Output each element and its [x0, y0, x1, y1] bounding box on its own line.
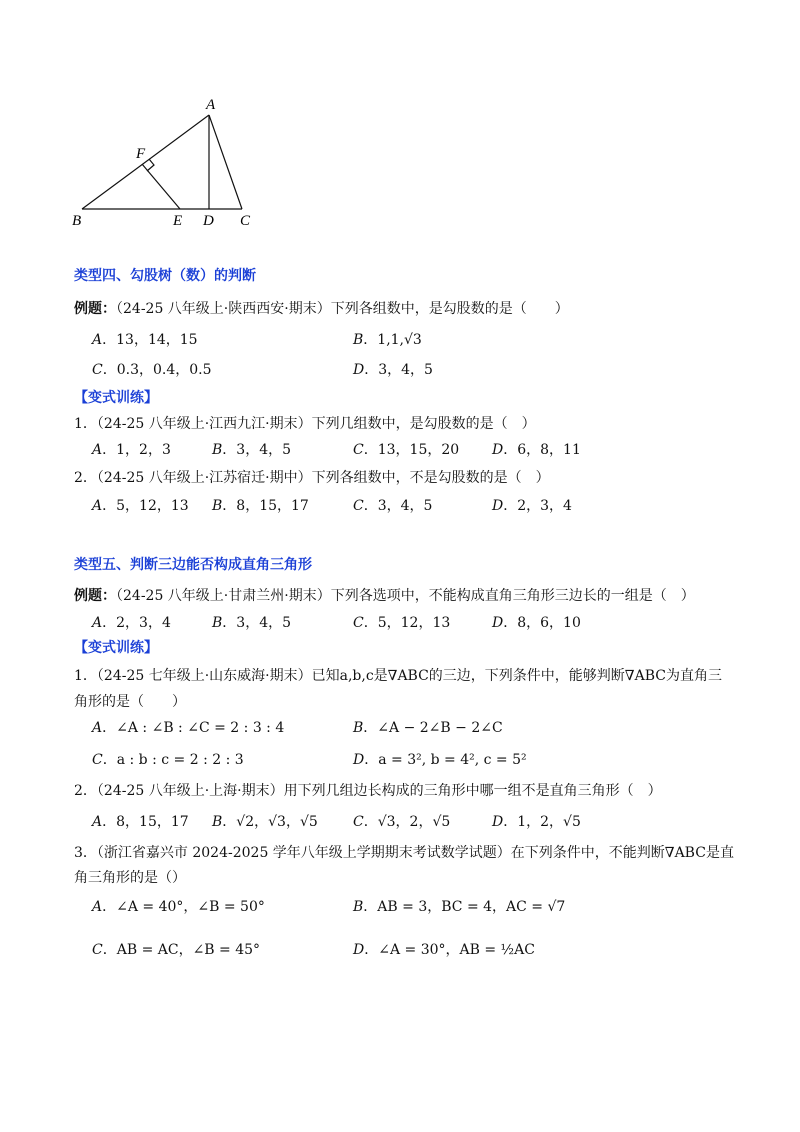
- s5-q1-stem-line2: 角形的是（ ）: [74, 694, 186, 710]
- s5-ex-option-b: B．3，4，5: [212, 615, 292, 631]
- example-label: 例题：: [74, 588, 116, 604]
- example-stem: （24-25 八年级上·甘肃兰州·期末）下列各选项中，不能构成直角三角形三边长的一组是（ ）: [116, 588, 695, 604]
- s5-q2-option-c: C．√3，2，√5: [353, 814, 451, 830]
- s5-q3-option-c: C．AB = AC，∠B = 45°: [92, 942, 261, 958]
- s5-q1-option-b: B．∠A − 2∠B − 2∠C: [353, 720, 503, 736]
- s5-q3-stem-line1: 3．（浙江省嘉兴市 2024-2025 学年八年级上学期期末考试数学试题）在下列条件中，不能判断∇ABC是直: [74, 845, 734, 861]
- s4-ex-option-b: B．1,1,√3: [353, 332, 422, 348]
- s5-q3-option-d: D．∠A = 30°，AB = ½AC: [353, 942, 535, 958]
- s4-ex-option-c: C．0.3，0.4，0.5: [92, 362, 212, 378]
- label-e: E: [173, 213, 183, 229]
- section4-title: 类型四、勾股树（数）的判断: [74, 268, 256, 284]
- s5-ex-option-a: A．2，3，4: [92, 615, 171, 631]
- segment-ba: [82, 115, 209, 209]
- segment-ac: [209, 115, 242, 209]
- s5-q3-option-b: B．AB = 3，BC = 4，AC = √7: [353, 899, 566, 915]
- s4-q1-option-a: A．1，2，3: [92, 442, 171, 458]
- s5-ex-option-d: D．8，6，10: [492, 615, 581, 631]
- s4-q2-option-a: A．5，12，13: [92, 498, 189, 514]
- s5-q2-option-a: A．8，15，17: [92, 814, 189, 830]
- s4-ex-option-d: D．3，4，5: [353, 362, 433, 378]
- s5-practice-label: 【变式训练】: [74, 640, 158, 656]
- s5-q1-option-c: C．a : b : c = 2 : 2 : 3: [92, 752, 244, 768]
- s4-q1-option-c: C．13，15，20: [353, 442, 460, 458]
- s4-q2-option-b: B．8，15，17: [212, 498, 309, 514]
- s4-q2-stem: 2．（24-25 八年级上·江苏宿迁·期中）下列各组数中，不是勾股数的是（ ）: [74, 470, 550, 486]
- section5-example: [74, 586, 695, 606]
- s4-q1-option-d: D．6，8，11: [492, 442, 581, 458]
- s5-ex-option-c: C．5，12，13: [353, 615, 451, 631]
- s4-q1-stem: 1．（24-25 八年级上·江西九江·期末）下列几组数中，是勾股数的是（ ）: [74, 416, 536, 432]
- s5-q2-option-b: B．√2，√3，√5: [212, 814, 318, 830]
- s4-q2-option-c: C．3，4，5: [353, 498, 433, 514]
- label-f: F: [136, 146, 146, 162]
- label-b: B: [72, 213, 82, 229]
- label-d: D: [203, 213, 214, 229]
- s4-practice-label: 【变式训练】: [74, 390, 158, 406]
- s5-q2-stem: 2．（24-25 八年级上·上海·期末）用下列几组边长构成的三角形中哪一组不是直角三角形（ ）: [74, 783, 662, 799]
- s5-q2-option-d: D．1，2，√5: [492, 814, 581, 830]
- s4-ex-option-a: A．13，14，15: [92, 332, 198, 348]
- s5-q3-option-a: A．∠A = 40°，∠B = 50°: [92, 899, 265, 915]
- section4-example: [74, 299, 569, 319]
- s5-q1-stem-line1: 1．（24-25 七年级上·山东威海·期末）已知a,b,c是∇ABC的三边，下列条件中，能够判断∇ABC为直角三: [74, 668, 722, 684]
- label-a: A: [206, 97, 216, 113]
- s5-q3-stem-line2: 角三角形的是（）: [74, 870, 186, 886]
- s4-q2-option-d: D．2，3，4: [492, 498, 572, 514]
- s5-q1-option-d: D．a = 3², b = 4², c = 5²: [353, 752, 527, 768]
- s4-q1-option-b: B．3，4，5: [212, 442, 292, 458]
- triangle-figure: [60, 95, 280, 235]
- s5-q1-option-a: A．∠A : ∠B : ∠C = 2 : 3 : 4: [92, 720, 285, 736]
- label-c: C: [240, 213, 251, 229]
- example-stem: （24-25 八年级上·陕西西安·期末）下列各组数中，是勾股数的是（ ）: [116, 301, 569, 317]
- section5-title: 类型五、判断三边能否构成直角三角形: [74, 557, 312, 573]
- example-label: 例题：: [74, 301, 116, 317]
